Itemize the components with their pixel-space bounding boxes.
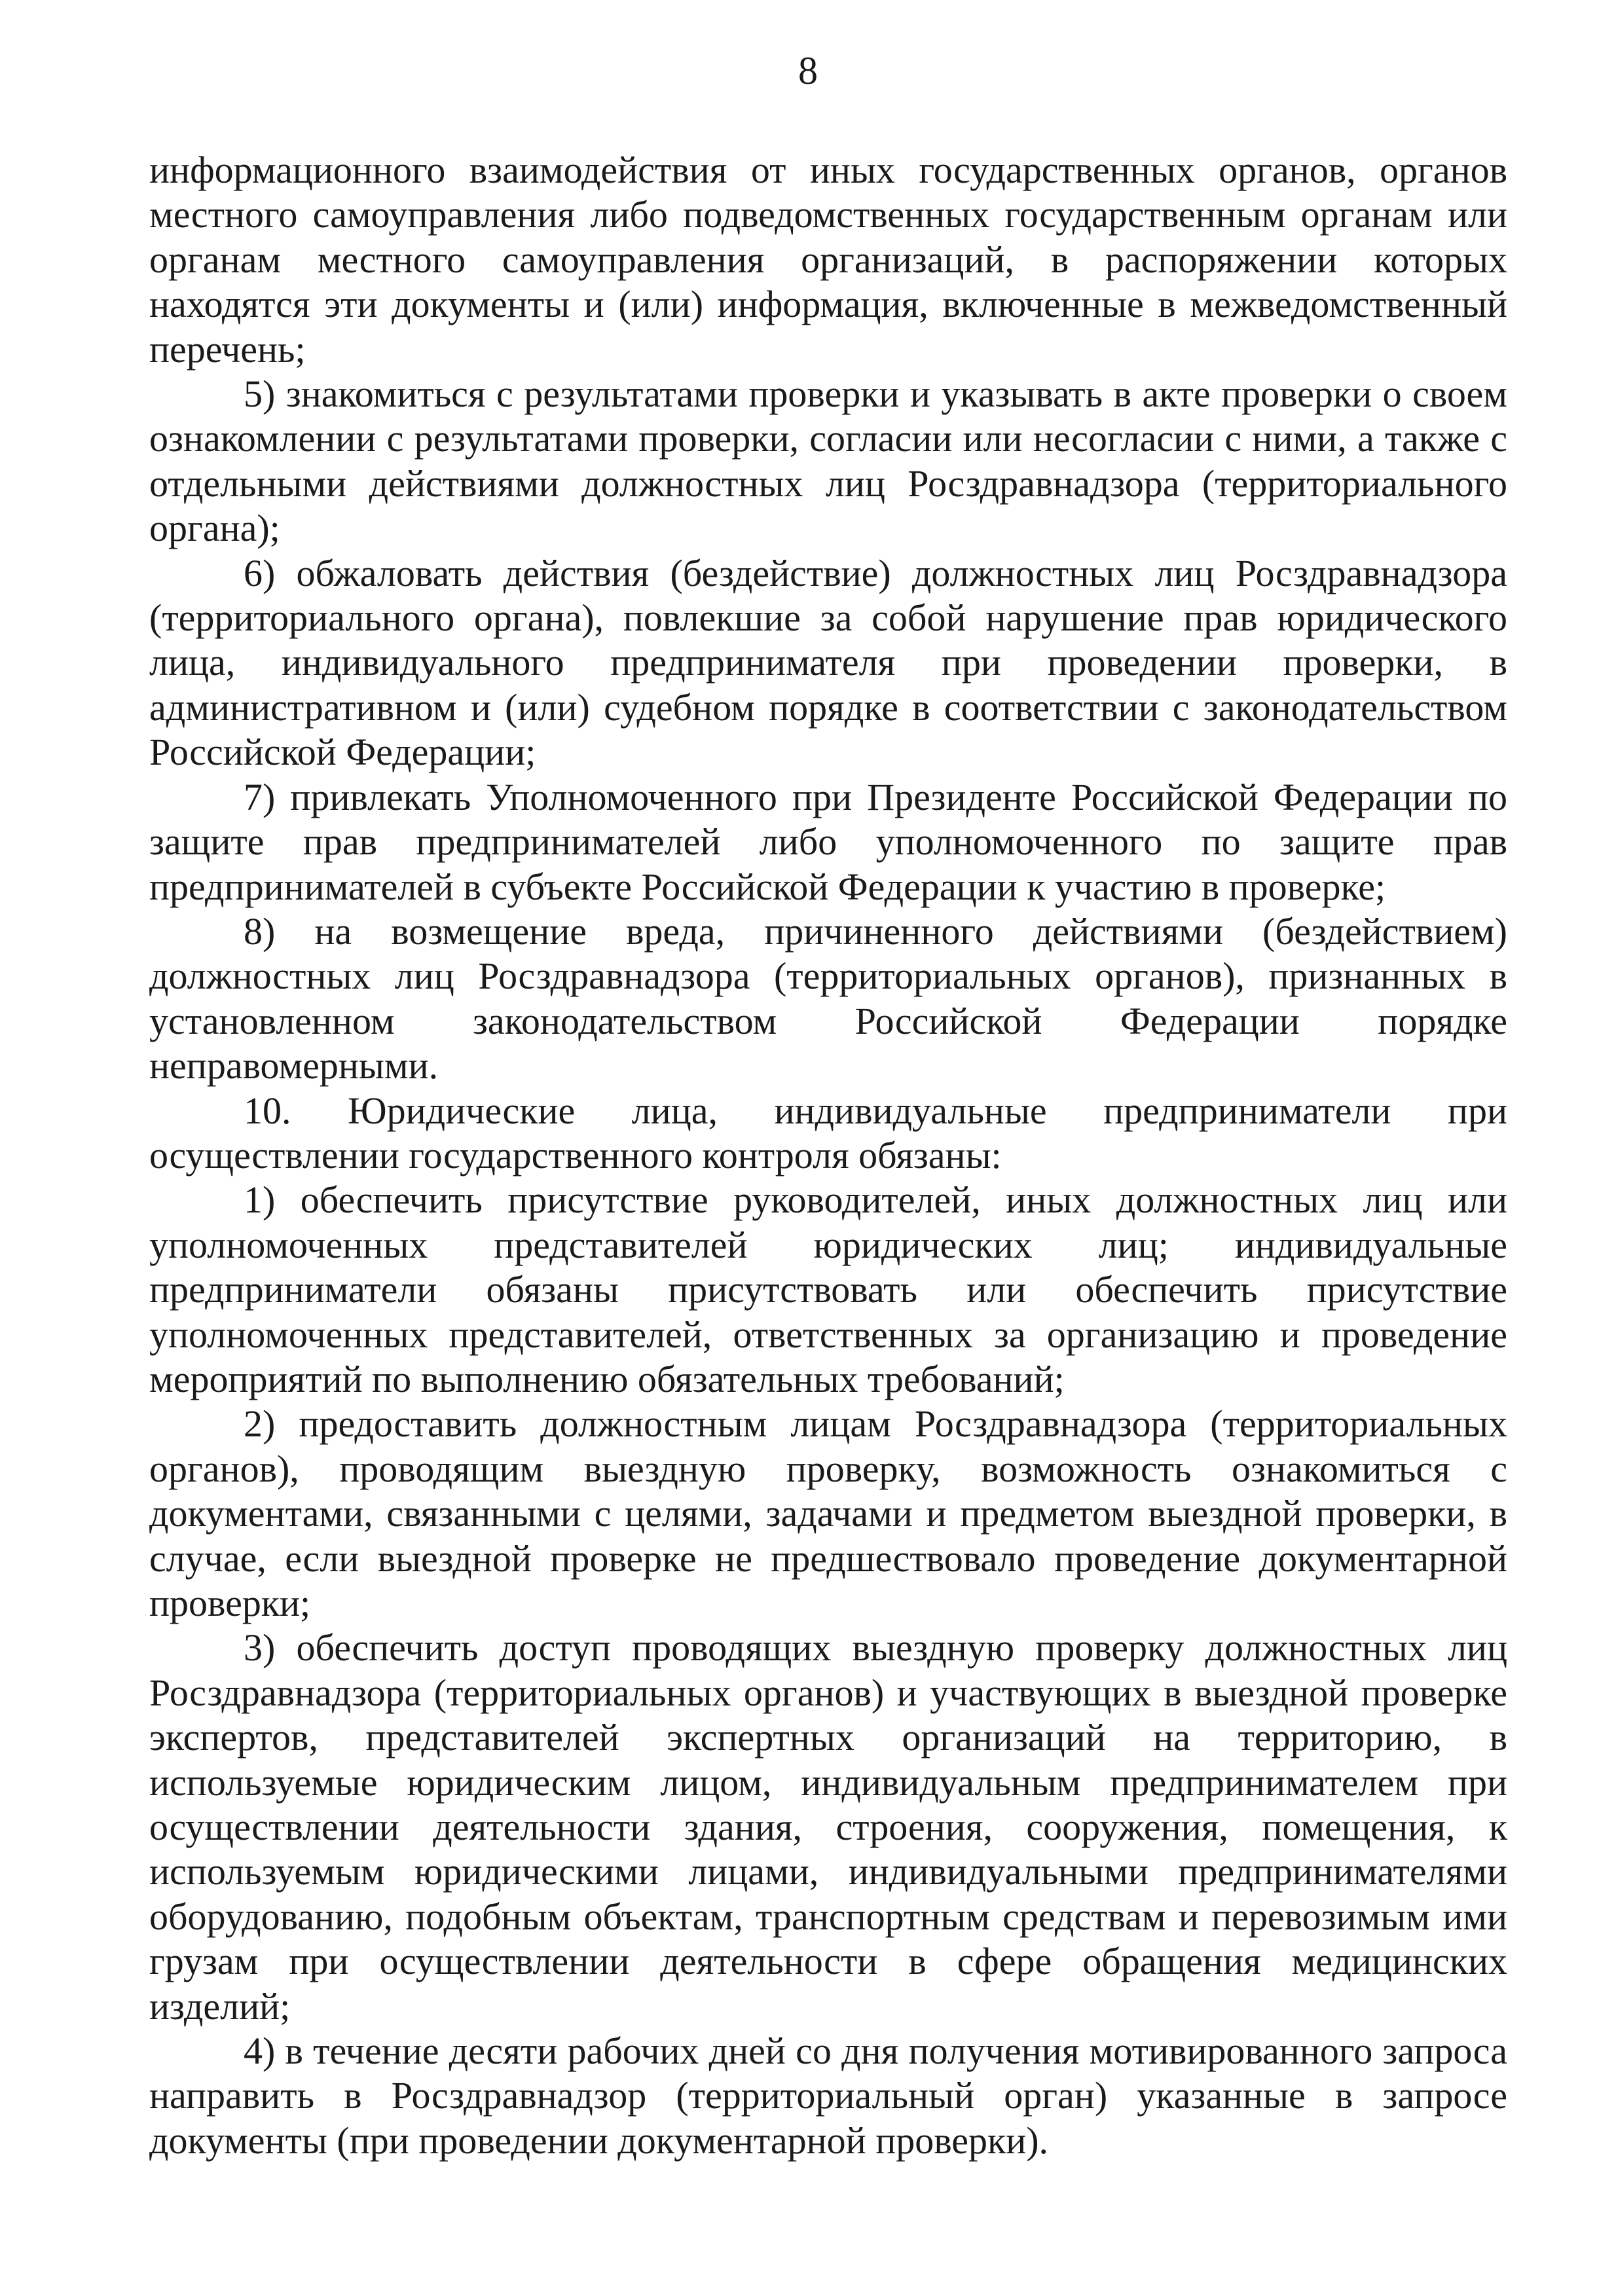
paragraph-continuation: информационного взаимодействия от иных государственных органов, органов местного самоуправления либо подведомственных государственным органам или органам местного самоуправления организаций, в распоряжении которых находятся эти документы и (или) информация, включенные в межведомственный перечень; bbox=[149, 149, 1507, 371]
document-body bbox=[149, 148, 1507, 2163]
paragraph-obligation-2: 2) предоставить должностным лицам Росздравнадзора (территориальных органов), проводящим выездную проверку, возможность ознакомиться с документами, связанными с целями, задачами и предметом выездной проверки, в случае, если выездной проверке не предшествовало проведение документарной проверки; bbox=[149, 1402, 1507, 1624]
page-number: 8 bbox=[798, 49, 818, 92]
paragraph-item-7: 7) привлекать Уполномоченного при Президенте Российской Федерации по защите прав предпринимателей либо уполномоченного по защите прав предпринимателей в субъекте Российской Федерации к участию в проверке; bbox=[149, 775, 1507, 908]
paragraph-obligation-1: 1) обеспечить присутствие руководителей, иных должностных лиц или уполномоченных представителей юридических лиц; индивидуальные предприниматели обязаны присутствовать или обеспечить присутствие уполномоченных представителей, ответственных за организацию и проведение мероприятий по выполнению обязательных требований; bbox=[149, 1178, 1507, 1400]
paragraph-obligation-3: 3) обеспечить доступ проводящих выездную проверку должностных лиц Росздравнадзора (территориальных органов) и участвующих в выездной проверке экспертов, представителей экспертных организаций на территорию, в используемые юридическим лицом, индивидуальным предпринимателем при осуществлении деятельности здания, строения, сооружения, помещения, к используемым юридическими лицами, индивидуальными предпринимателями оборудованию, подобным объектам, транспортным средствам и перевозимым ими грузам при осуществлении деятельности в сфере обращения медицинских изделий; bbox=[149, 1626, 1507, 2028]
paragraph-item-5: 5) знакомиться с результатами проверки и указывать в акте проверки о своем ознакомлении с результатами проверки, согласии или несогласии с ними, а также с отдельными действиями должностных лиц Росздравнадзора (территориального органа); bbox=[149, 373, 1507, 550]
paragraph-item-8: 8) на возмещение вреда, причиненного действиями (бездействием) должностных лиц Росздравнадзора (территориальных органов), признанных в установленном законодательством Российской Федерации порядке неправомерными. bbox=[149, 909, 1507, 1087]
paragraph-section-10: 10. Юридические лица, индивидуальные предприниматели при осуществлении государственного контроля обязаны: bbox=[149, 1089, 1507, 1176]
paragraph-obligation-4: 4) в течение десяти рабочих дней со дня получения мотивированного запроса направить в Росздравнадзор (территориальный орган) указанные в запросе документы (при проведении документарной проверки). bbox=[149, 2030, 1507, 2162]
paragraph-item-6: 6) обжаловать действия (бездействие) должностных лиц Росздравнадзора (территориального органа), повлекшие за собой нарушение прав юридического лица, индивидуального предпринимателя при проведении проверки, в административном и (или) судебном порядке в соответствии с законодательством Российской Федерации; bbox=[149, 551, 1507, 774]
